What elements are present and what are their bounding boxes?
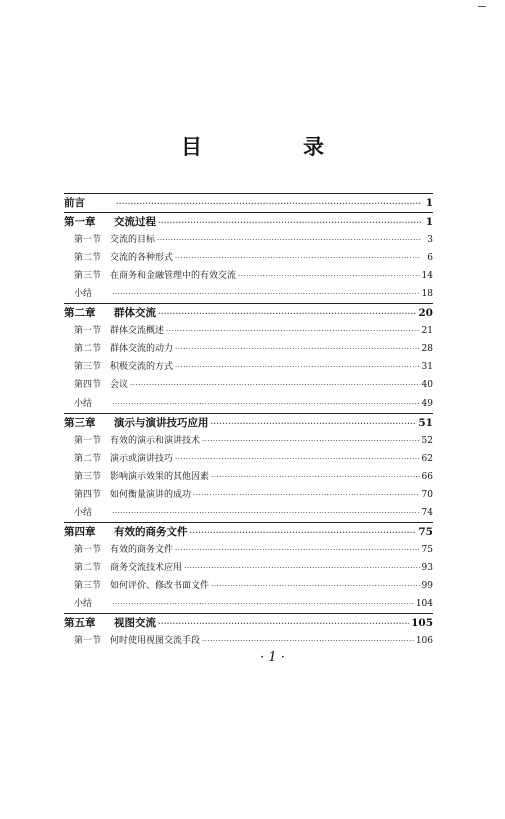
entry-label [64, 304, 156, 322]
entry-label [74, 340, 173, 358]
entry-title: 商务交流技术应用 [110, 562, 183, 573]
entry-number: 第二节 [74, 253, 102, 264]
entry-page-number: 74 [421, 507, 433, 518]
entry-page-number: 62 [421, 453, 433, 464]
entry-page-number: 66 [421, 471, 433, 482]
entry-number: 第四章 [64, 525, 96, 538]
toc-section-entry [64, 376, 433, 394]
toc-summary-entry [64, 395, 433, 413]
entry-label [74, 595, 110, 613]
entry-page-number: 104 [415, 599, 433, 610]
toc-summary-entry [64, 595, 433, 613]
entry-label [74, 486, 191, 504]
entry-label [74, 450, 173, 468]
dot-leader [112, 504, 420, 522]
entry-number: 第四节 [74, 380, 102, 391]
toc-section-entry [64, 322, 433, 340]
entry-number: 小结 [74, 599, 93, 610]
dot-leader [112, 395, 420, 413]
entry-page-number: 51 [418, 416, 433, 429]
entry-title: 群体交流概述 [110, 326, 165, 337]
entry-title: 在商务和金融管理中的有效交流 [110, 271, 237, 282]
entry-label [74, 249, 173, 267]
entry-page-number: 21 [421, 326, 433, 337]
scan-mark [478, 6, 486, 7]
entry-page-number: 52 [421, 435, 433, 446]
entry-label [74, 632, 200, 650]
entry-number: 第二章 [64, 307, 96, 320]
entry-label [74, 285, 110, 303]
page-number: · 1 · [260, 650, 285, 665]
dot-leader [184, 559, 420, 577]
dot-leader [175, 358, 420, 376]
entry-label [74, 559, 182, 577]
toc-section-entry [64, 340, 433, 358]
entry-title: 演示与演讲技巧应用 [114, 416, 209, 429]
entry-page-number: 28 [421, 344, 433, 355]
dot-leader [175, 340, 420, 358]
dot-leader [157, 231, 421, 249]
entry-title: 群体交流 [114, 307, 156, 320]
toc-section-entry [64, 432, 433, 450]
entry-number: 第一节 [74, 235, 102, 246]
toc-chapter-entry [64, 414, 433, 432]
dot-leader [116, 195, 421, 212]
entry-label [74, 322, 164, 340]
entry-label [74, 231, 155, 249]
dot-leader [158, 305, 416, 322]
toc-section-entry [64, 632, 433, 650]
entry-label [74, 376, 128, 394]
entry-page-number: 105 [411, 617, 433, 630]
entry-number: 小结 [74, 289, 93, 300]
entry-page-number: 20 [418, 307, 433, 320]
toc-section-entry [64, 468, 433, 486]
toc-section-entry [64, 450, 433, 468]
dot-leader [130, 376, 420, 394]
dot-leader [202, 632, 414, 650]
toc-chapter-entry [64, 194, 433, 212]
entry-page-number: 40 [421, 380, 433, 391]
entry-label [74, 504, 110, 522]
entry-page-number: 3 [427, 235, 433, 246]
dot-leader [211, 468, 420, 486]
entry-number: 第三节 [74, 271, 102, 282]
entry-page-number: 14 [421, 271, 433, 282]
entry-label [74, 577, 209, 595]
dot-leader [158, 615, 409, 632]
dot-leader [193, 486, 420, 504]
toc-summary-entry [64, 504, 433, 522]
entry-page-number: 1 [425, 216, 433, 229]
entry-page-number: 75 [418, 525, 433, 538]
dot-leader [175, 249, 421, 267]
toc-section-entry [64, 267, 433, 285]
entry-title: 交流的各种形式 [110, 253, 174, 264]
entry-page-number: 1 [425, 197, 433, 209]
dot-leader [190, 524, 417, 541]
dot-leader [238, 267, 420, 285]
entry-number: 第二节 [74, 344, 102, 355]
dot-leader [112, 285, 420, 303]
dot-leader [175, 450, 420, 468]
dot-leader [211, 415, 417, 432]
entry-number: 第一节 [74, 435, 102, 446]
dot-leader [211, 577, 420, 595]
dot-leader [202, 432, 420, 450]
entry-label [74, 358, 173, 376]
entry-title: 何时使用视图交流手段 [110, 636, 201, 647]
entry-number: 小结 [74, 398, 93, 409]
toc-section-entry [64, 541, 433, 559]
entry-number: 前言 [64, 197, 85, 209]
toc-chapter-entry [64, 614, 433, 632]
entry-label [64, 523, 188, 541]
entry-label [74, 468, 209, 486]
entry-title: 交流过程 [114, 216, 156, 229]
entry-page-number: 6 [427, 253, 433, 264]
entry-number: 小结 [74, 507, 93, 518]
toc-section-entry [64, 249, 433, 267]
entry-label [64, 213, 156, 231]
entry-page-number: 18 [421, 289, 433, 300]
entry-page-number: 106 [415, 636, 433, 647]
entry-number: 第三节 [74, 362, 102, 373]
entry-page-number: 70 [421, 489, 433, 500]
entry-page-number: 99 [421, 580, 433, 591]
entry-number: 第四节 [74, 489, 102, 500]
entry-label [74, 432, 200, 450]
toc-section-entry [64, 486, 433, 504]
entry-page-number: 75 [421, 544, 433, 555]
toc-section-entry [64, 231, 433, 249]
entry-title: 如何评价、修改书面文件 [110, 580, 210, 591]
entry-title: 有效的演示和演讲技术 [110, 435, 201, 446]
entry-page-number: 93 [421, 562, 433, 573]
table-of-contents [64, 194, 433, 650]
entry-label [74, 541, 173, 559]
entry-number: 第三节 [74, 471, 102, 482]
entry-label [64, 414, 209, 432]
entry-number: 第二节 [74, 453, 102, 464]
entry-label [64, 614, 156, 632]
entry-number: 第三章 [64, 416, 96, 429]
entry-number: 第三节 [74, 580, 102, 591]
dot-leader [112, 595, 414, 613]
entry-label [74, 395, 110, 413]
entry-number: 第一章 [64, 216, 96, 229]
toc-chapter-entry [64, 304, 433, 322]
entry-number: 第一节 [74, 636, 102, 647]
entry-number: 第一节 [74, 544, 102, 555]
toc-section-entry [64, 559, 433, 577]
entry-page-number: 49 [421, 398, 433, 409]
toc-chapter-entry [64, 213, 433, 231]
entry-page-number: 31 [421, 362, 433, 373]
entry-title: 视图交流 [114, 617, 156, 630]
entry-number: 第五章 [64, 617, 96, 630]
entry-title: 影响演示效果的其他因素 [110, 471, 210, 482]
entry-title: 有效的商务文件 [114, 525, 188, 538]
entry-label [64, 194, 114, 212]
entry-label [74, 267, 236, 285]
entry-number: 第一节 [74, 326, 102, 337]
toc-chapter-entry [64, 523, 433, 541]
toc-section-entry [64, 358, 433, 376]
entry-title: 交流的目标 [110, 235, 156, 246]
dot-leader [166, 322, 420, 340]
entry-number: 第二节 [74, 562, 102, 573]
entry-title: 积极交流的方式 [110, 362, 174, 373]
entry-title: 演示或演讲技巧 [110, 453, 174, 464]
toc-section-entry [64, 577, 433, 595]
entry-title: 如何衡量演讲的成功 [110, 489, 192, 500]
dot-leader [158, 214, 421, 231]
dot-leader [175, 541, 420, 559]
entry-title: 群体交流的动力 [110, 344, 174, 355]
toc-summary-entry [64, 285, 433, 303]
entry-title: 有效的商务文件 [110, 544, 174, 555]
entry-title: 会议 [110, 380, 129, 391]
page-title: 目 录 [181, 134, 364, 159]
